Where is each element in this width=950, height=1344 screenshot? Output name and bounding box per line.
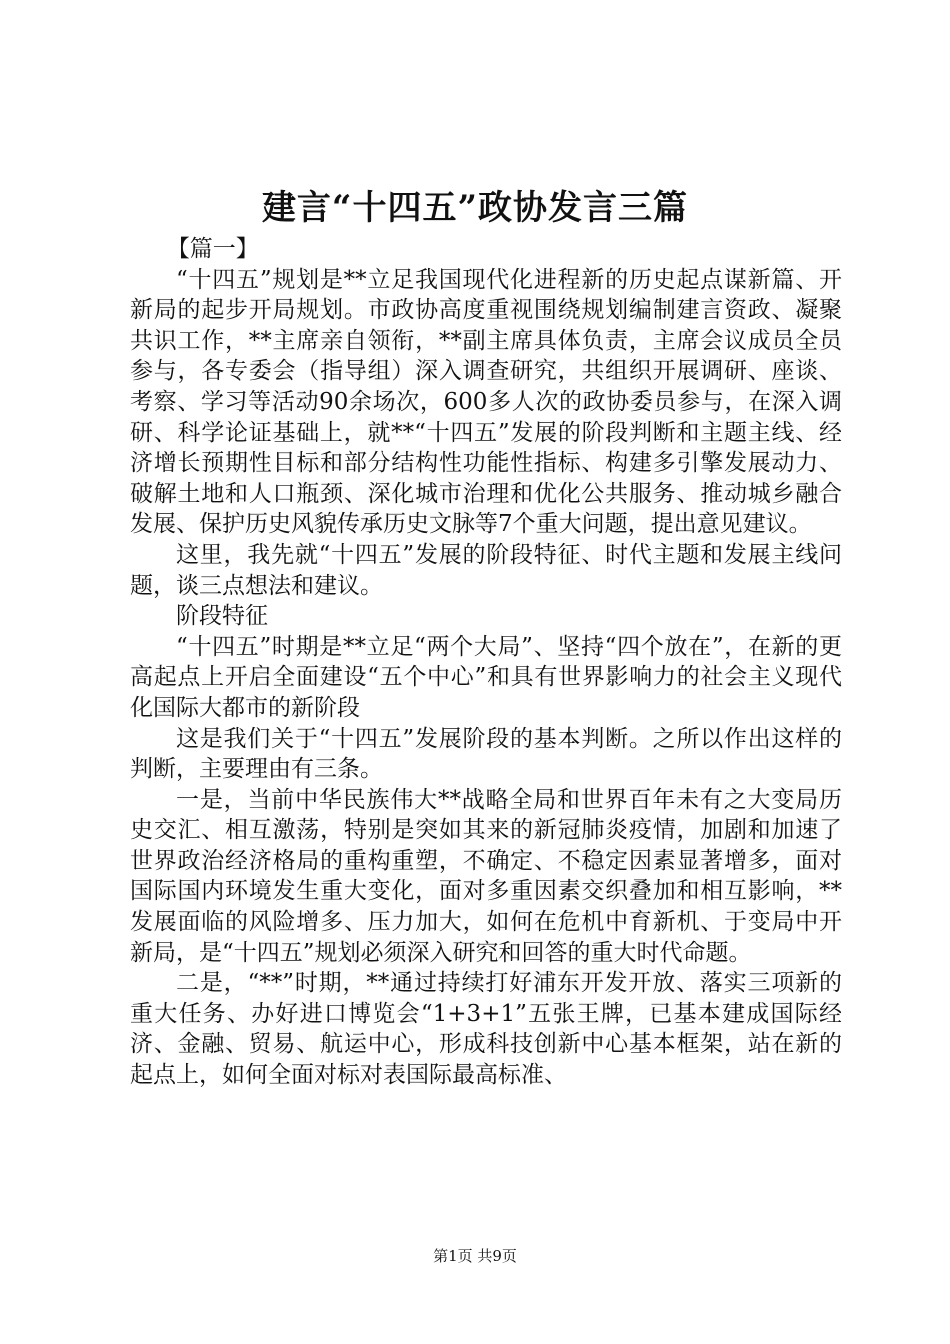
document-body	[130, 234, 842, 1091]
paragraph: “十四五”时期是**立足“两个大局”、坚持“四个放在”，在新的更高起点上开启全面建设“五个中心”和具有世界影响力的社会主义现代化国际大都市的新阶段	[130, 633, 842, 721]
paragraph: 二是，“**”时期，**通过持续打好浦东开发开放、落实三项新的重大任务、办好进口博览会“1+3+1”五张王牌，已基本建成国际经济、金融、贸易、航运中心，形成科技创新中心基本框架，站在新的起点上，如何全面对标对表国际最高标准、	[130, 970, 842, 1089]
paragraph: “十四五”规划是**立足我国现代化进程新的历史起点谋新篇、开新局的起步开局规划。市政协高度重视围绕规划编制建言资政、凝聚共识工作，**主席亲自领衔，**副主席具体负责，主席会议成员全员参与，各专委会（指导组）深入调查研究，共组织开展调研、座谈、考察、学习等活动90余场次，600多人次的政协委员参与，在深入调研、科学论证基础上，就**“十四五”发展的阶段判断和主题主线、经济增长预期性目标和部分结构性功能性指标、构建多引擎发展动力、破解土地和人口瓶颈、深化城市治理和优化公共服务、推动城乡融合发展、保护历史风貌传承历史文脉等7个重大问题，提出意见建议。	[130, 266, 842, 538]
paragraph: 这里，我先就“十四五”发展的阶段特征、时代主题和发展主线问题，谈三点想法和建议。	[130, 541, 842, 599]
paragraph: 这是我们关于“十四五”发展阶段的基本判断。之所以作出这样的判断，主要理由有三条。	[130, 725, 842, 783]
subheading: 阶段特征	[176, 603, 268, 630]
page-footer: 第1页 共9页	[433, 1247, 517, 1265]
section-label: 【篇一】	[166, 236, 259, 262]
document-title: 建言“十四五”政协发言三篇	[261, 188, 689, 228]
paragraph: 一是，当前中华民族伟大**战略全局和世界百年未有之大变局历史交汇、相互激荡，特别是突如其来的新冠肺炎疫情，加剧和加速了世界政治经济格局的重构重塑，不确定、不稳定因素显著增多，面对国际国内环境发生重大变化，面对多重因素交织叠加和相互影响，**发展面临的风险增多、压力加大，如何在危机中育新机、于变局中开新局，是“十四五”规划必须深入研究和回答的重大时代命题。	[130, 786, 842, 966]
